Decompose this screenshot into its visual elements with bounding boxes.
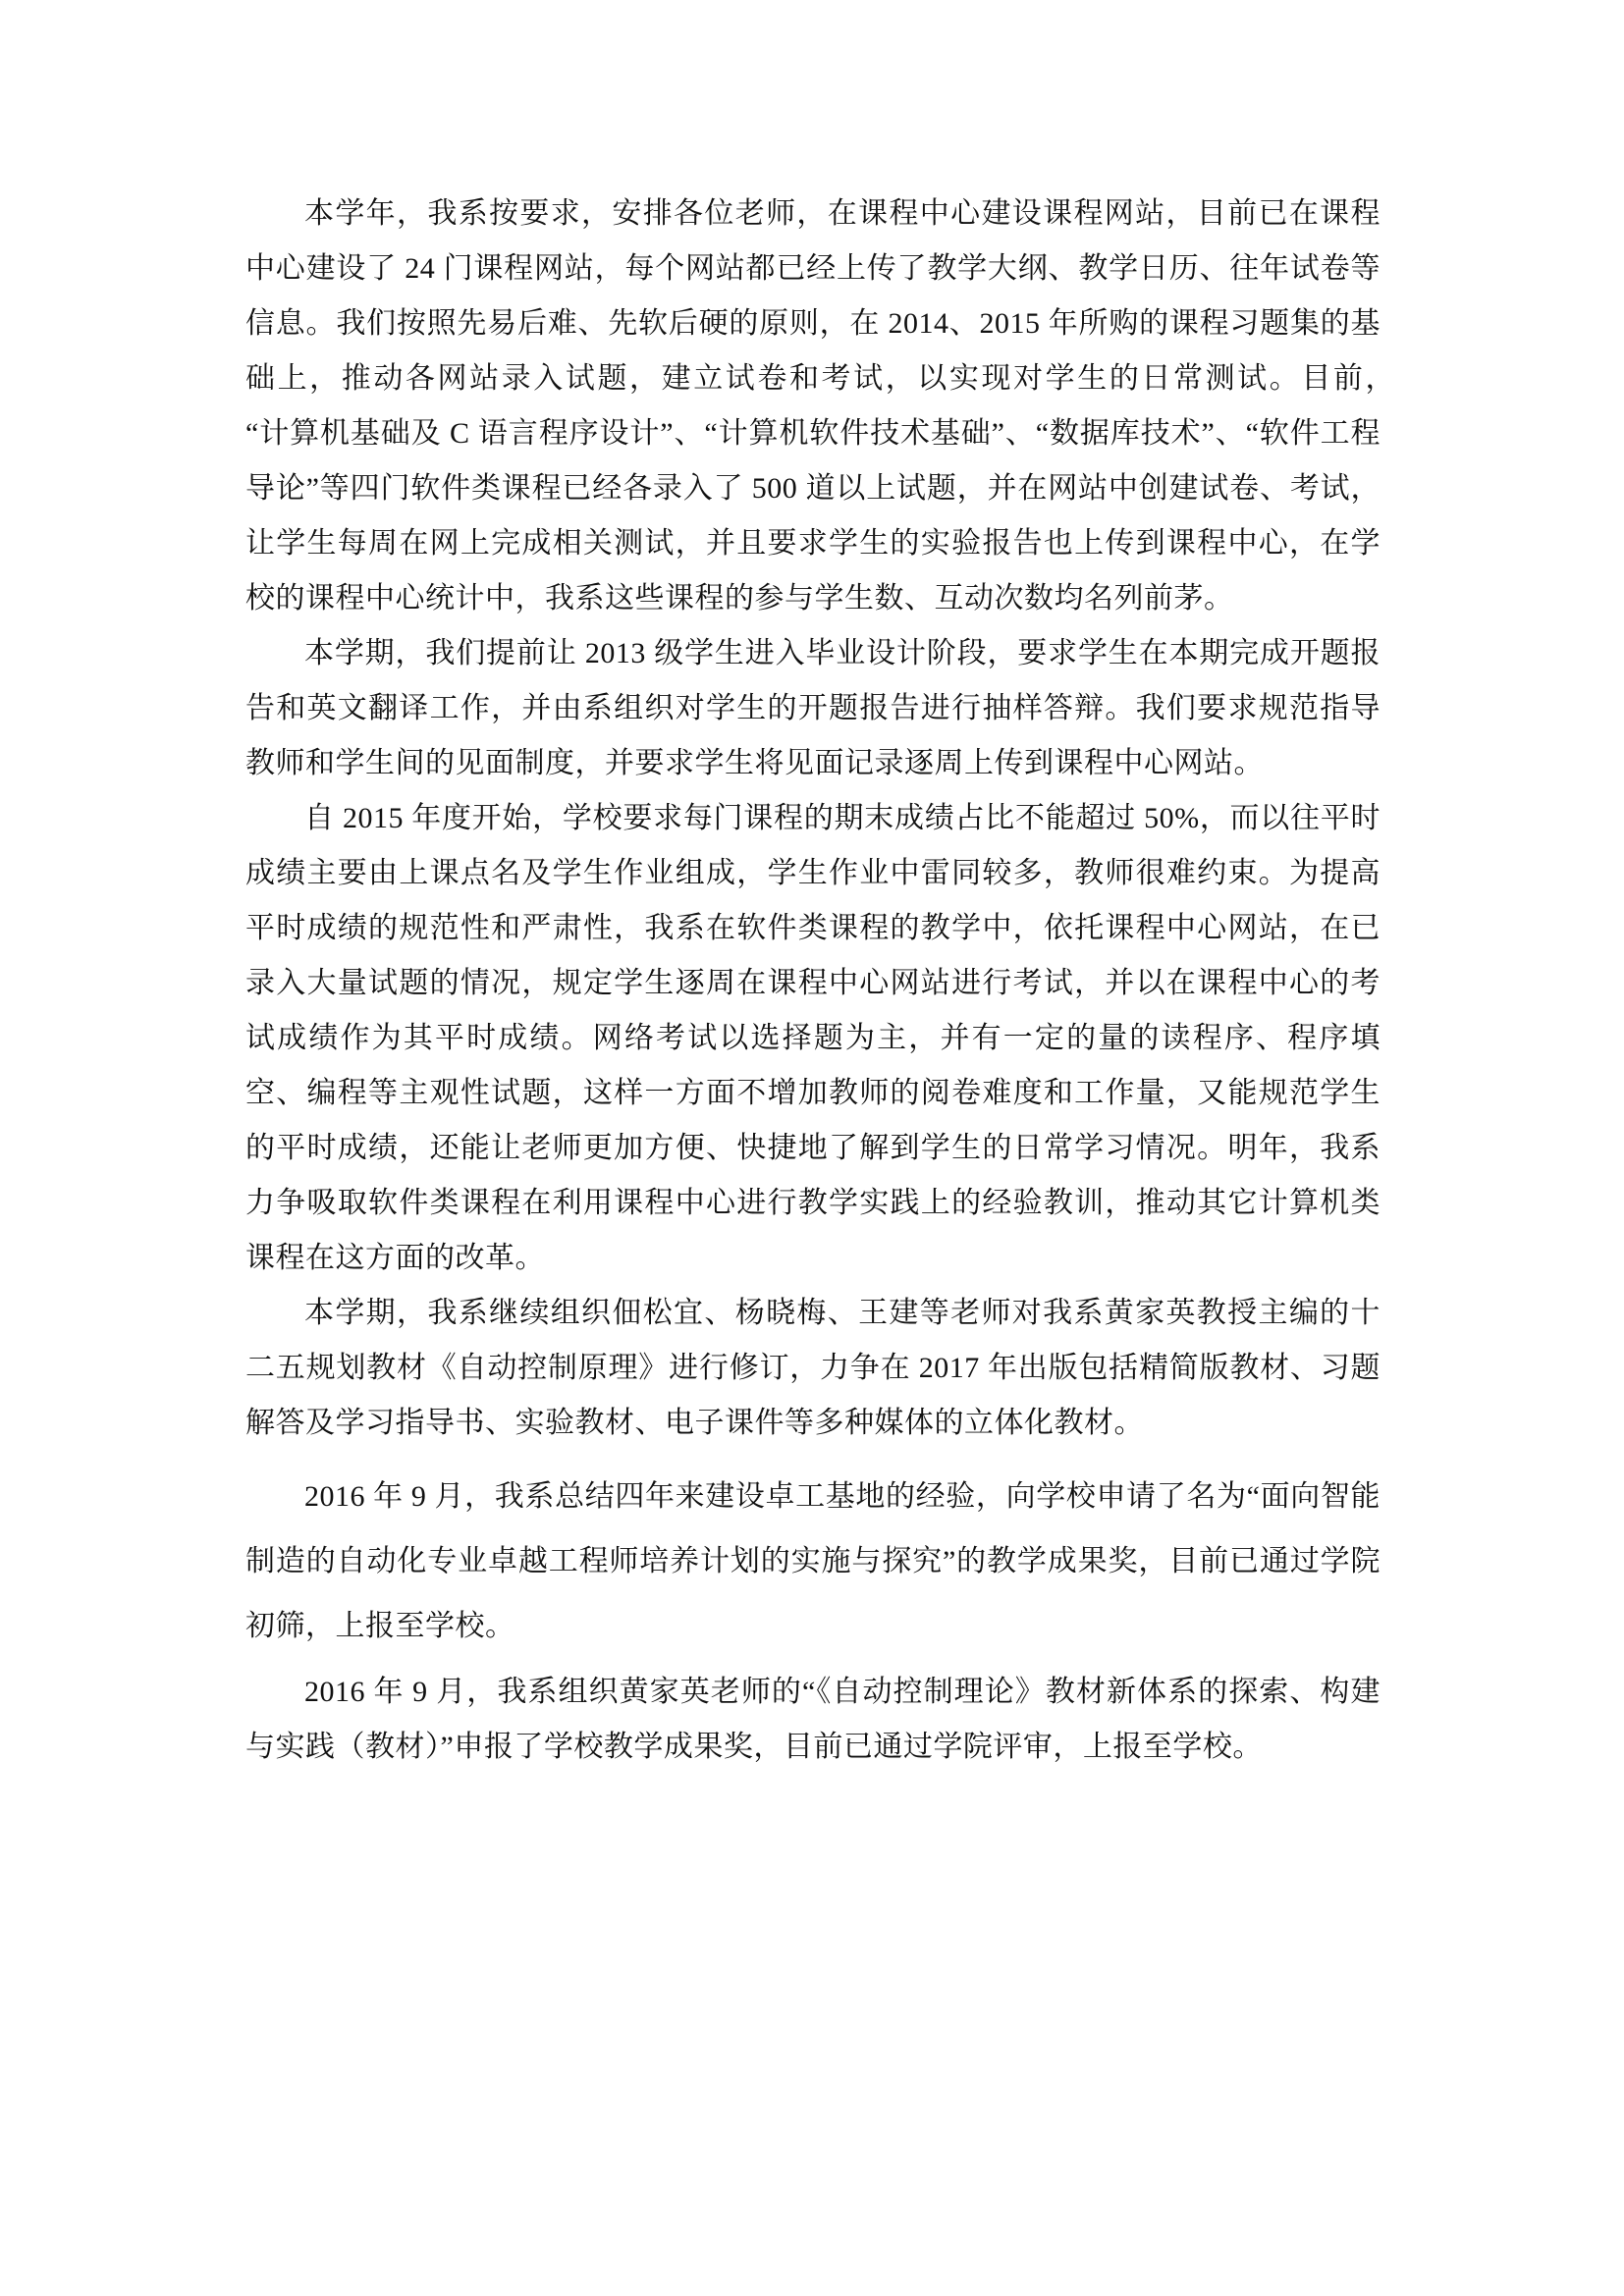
paragraph-graduation-design: 本学期，我们提前让 2013 级学生进入毕业设计阶段，要求学生在本期完成开题报告和英文翻译工作，并由系组织对学生的开题报告进行抽样答辩。我们要求规范指导教师和学生间的见面制度，并要求学生将见面记录逐周上传到课程中心网站。 [245, 637, 1380, 779]
paragraph-textbook-revision: 本学期，我系继续组织佃松宜、杨晓梅、王建等老师对我系黄家英教授主编的十二五规划教材《自动控制原理》进行修订，力争在 2017 年出版包括精简版教材、习题解答及学习指导书、实验教材、电子课件等多种媒体的立体化教材。 [245, 1297, 1380, 1439]
paragraph-textbook-award-application: 2016 年 9 月，我系组织黄家英老师的“《自动控制理论》教材新体系的探索、构建与实践（教材）”申报了学校教学成果奖，目前已通过学院评审，上报至学校。 [245, 1676, 1380, 1763]
paragraph-regular-grades-reform: 自 2015 年度开始，学校要求每门课程的期末成绩占比不能超过 50%，而以往平时成绩主要由上课点名及学生作业组成，学生作业中雷同较多，教师很难约束。为提高平时成绩的规范性和严肃性，我系在软件类课程的教学中，依托课程中心网站，在已录入大量试题的情况，规定学生逐周在课程中心网站进行考试，并以在课程中心的考试成绩作为其平时成绩。网络考试以选择题为主，并有一定的量的读程序、程序填空、编程等主观性试题，这样一方面不增加教师的阅卷难度和工作量，又能规范学生的平时成绩，还能让老师更加方便、快捷地了解到学生的日常学习情况。明年，我系力争吸取软件类课程在利用课程中心进行教学实践上的经验教训，推动其它计算机类课程在这方面的改革。 [245, 802, 1380, 1274]
paragraph-course-websites: 本学年，我系按要求，安排各位老师，在课程中心建设课程网站，目前已在课程中心建设了 24 门课程网站，每个网站都已经上传了教学大纲、教学日历、往年试卷等信息。我们按照先易后难、先软后硬的原则，在 2014、2015 年所购的课程习题集的基础上，推动各网站录入试题，建立试卷和考试，以实现对学生的日常测试。目前， “计算机基础及 C 语言程序设计”、“计算机软件技术基础”、“数据库技术”、“软件工程导论”等四门软件类课程已经各录入了 500 道以上试题，并在网站中创建试卷、考试，让学生每周在网上完成相关测试，并且要求学生的实验报告也上传到课程中心，在学校的课程中心统计中，我系这些课程的参与学生数、互动次数均名列前茅。 [245, 197, 1411, 614]
document-body [245, 187, 1411, 1775]
paragraph-teaching-award-application: 2016 年 9 月，我系总结四年来建设卓工基地的经验，向学校申请了名为“面向智能制造的自动化专业卓越工程师培养计划的实施与探究”的教学成果奖，目前已通过学院初筛，上报至学校。 [245, 1480, 1380, 1642]
